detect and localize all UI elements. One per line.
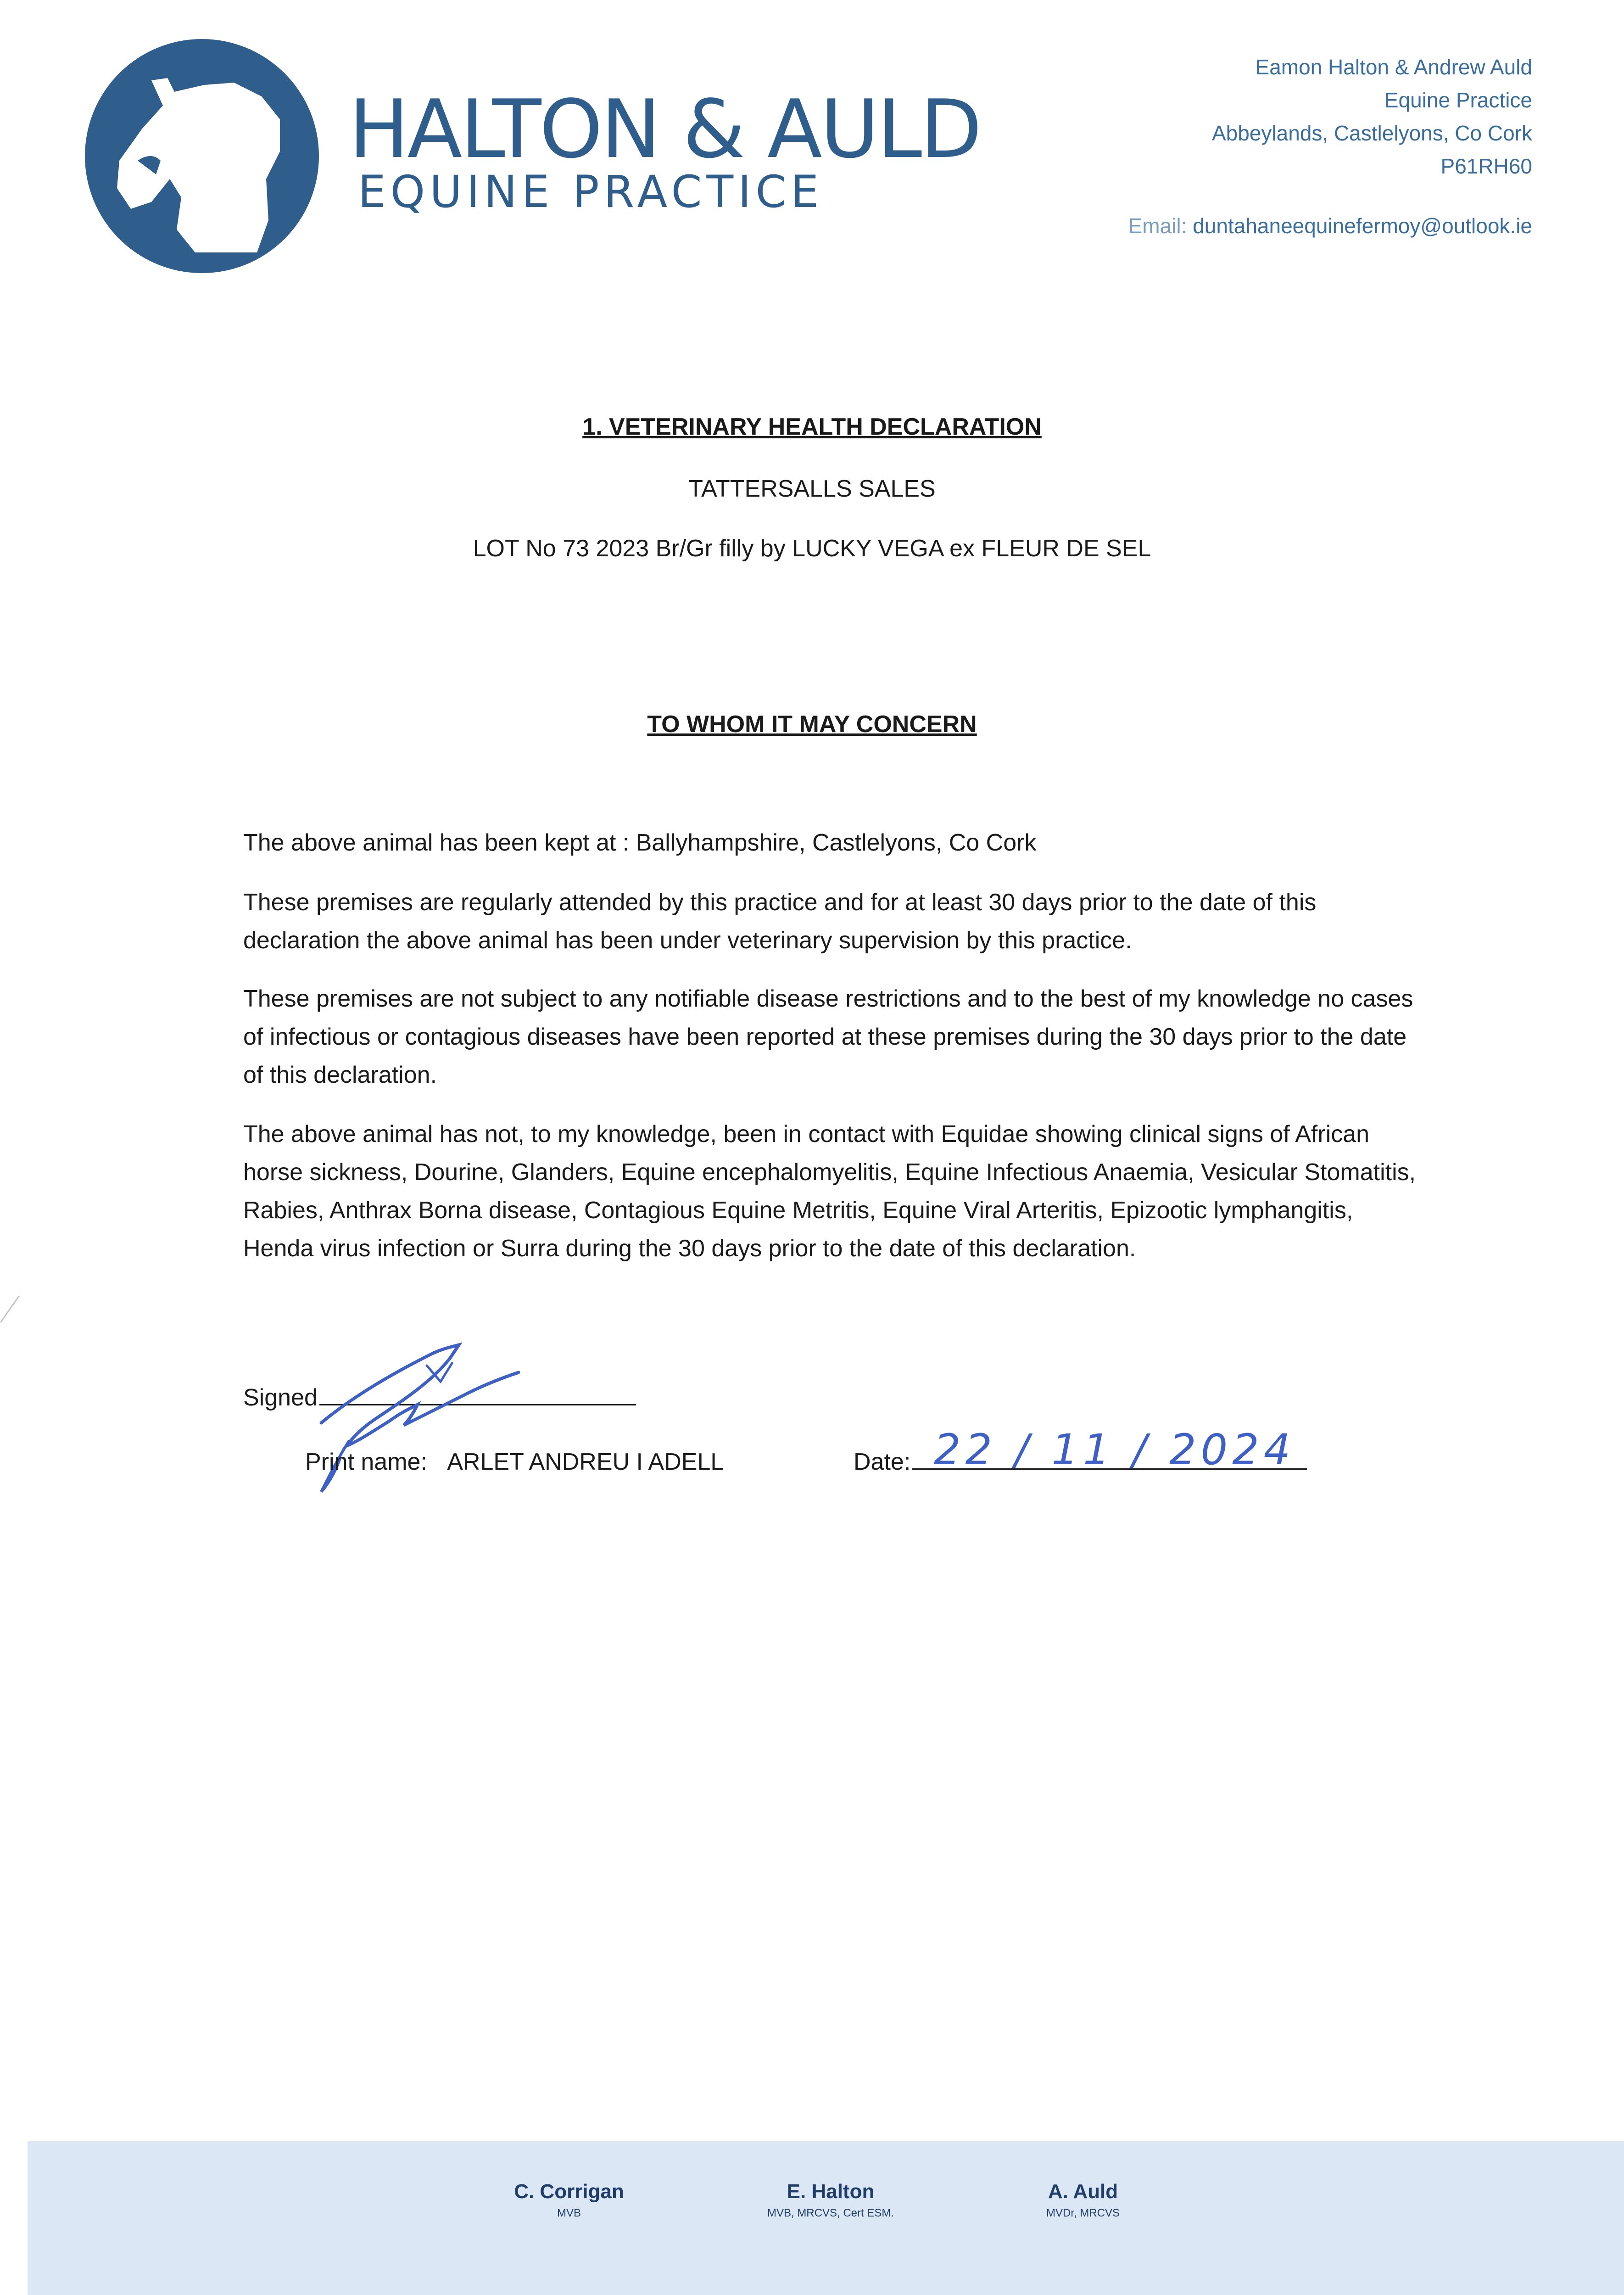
print-name-label: Print name: [305, 1449, 427, 1475]
partner-auld [1010, 2180, 1156, 2220]
paragraph-disease-restrictions: These premises are not subject to any notifiable disease restrictions and to the best of my knowledge no cases of infectious or contagious diseases have been reported at these premises during the 30 days prior to the date of this declaration. [243, 985, 1413, 1088]
email-label: Email: [1128, 214, 1187, 238]
partner-name: E. Halton [787, 2180, 875, 2203]
partner-corrigan [496, 2180, 642, 2220]
declaration-title: 1. VETERINARY HEALTH DECLARATION [582, 414, 1042, 440]
address-line: Abbeylands, Castlelyons, Co Cork [1212, 121, 1532, 145]
brand-subtitle: EQUINE PRACTICE [358, 166, 824, 218]
partner-qualifications: MVDr, MRCVS [1046, 2207, 1120, 2219]
partner-name: C. Corrigan [514, 2180, 624, 2203]
paragraph-premises-location: The above animal has been kept at : Ballyhampshire, Castlelyons, Co Cork [243, 829, 1037, 856]
address-line: Eamon Halton & Andrew Auld [1255, 55, 1532, 79]
partner-name: A. Auld [1048, 2180, 1118, 2203]
practice-address [1212, 50, 1532, 183]
footer-partners [28, 2141, 1624, 2295]
partner-qualifications: MVB [557, 2207, 581, 2219]
paragraph-contact-declaration: The above animal has not, to my knowledge, been in contact with Equidae showing clinical signs of African horse sickness, Dourine, Glanders, Equine encephalomyelitis, Equine Infectious Anaemia, Vesicular Stomatitis, Rabies, Anthrax Borna disease, Contagious Equine Metritis, Equine Viral Arteritis, Epizootic lymphangitis, Henda virus infection or Surra during the 30 days prior to the date of this declaration. [243, 1121, 1416, 1262]
salutation: TO WHOM IT MAY CONCERN [647, 711, 977, 738]
sale-name: TATTERSALLS SALES [688, 476, 936, 502]
brand-name: HALTON & AULD [349, 83, 981, 176]
print-name-value: ARLET ANDREU I ADELL [447, 1449, 724, 1475]
partner-halton [757, 2180, 904, 2220]
partner-qualifications: MVB, MRCVS, Cert ESM. [767, 2207, 894, 2219]
handwritten-date: 22 / 11 / 2024 [934, 1425, 1295, 1474]
lot-description: LOT No 73 2023 Br/Gr filly by LUCKY VEGA ex FLEUR DE SEL [473, 535, 1151, 562]
signed-label: Signed [243, 1384, 318, 1411]
address-line: P61RH60 [1440, 154, 1532, 178]
margin-mark [0, 1296, 20, 1323]
horse-head-logo-icon [83, 37, 321, 275]
paragraph-supervision: These premises are regularly attended by this practice and for at least 30 days prior to the date of this declaration the above animal has been under veterinary supervision by this practice. [243, 889, 1317, 954]
address-line: Equine Practice [1384, 88, 1532, 112]
date-label: Date: [854, 1449, 911, 1475]
practice-email [1128, 213, 1532, 238]
email-address[interactable]: duntahaneequinefermoy@outlook.ie [1193, 214, 1532, 238]
print-name-row [305, 1448, 724, 1476]
